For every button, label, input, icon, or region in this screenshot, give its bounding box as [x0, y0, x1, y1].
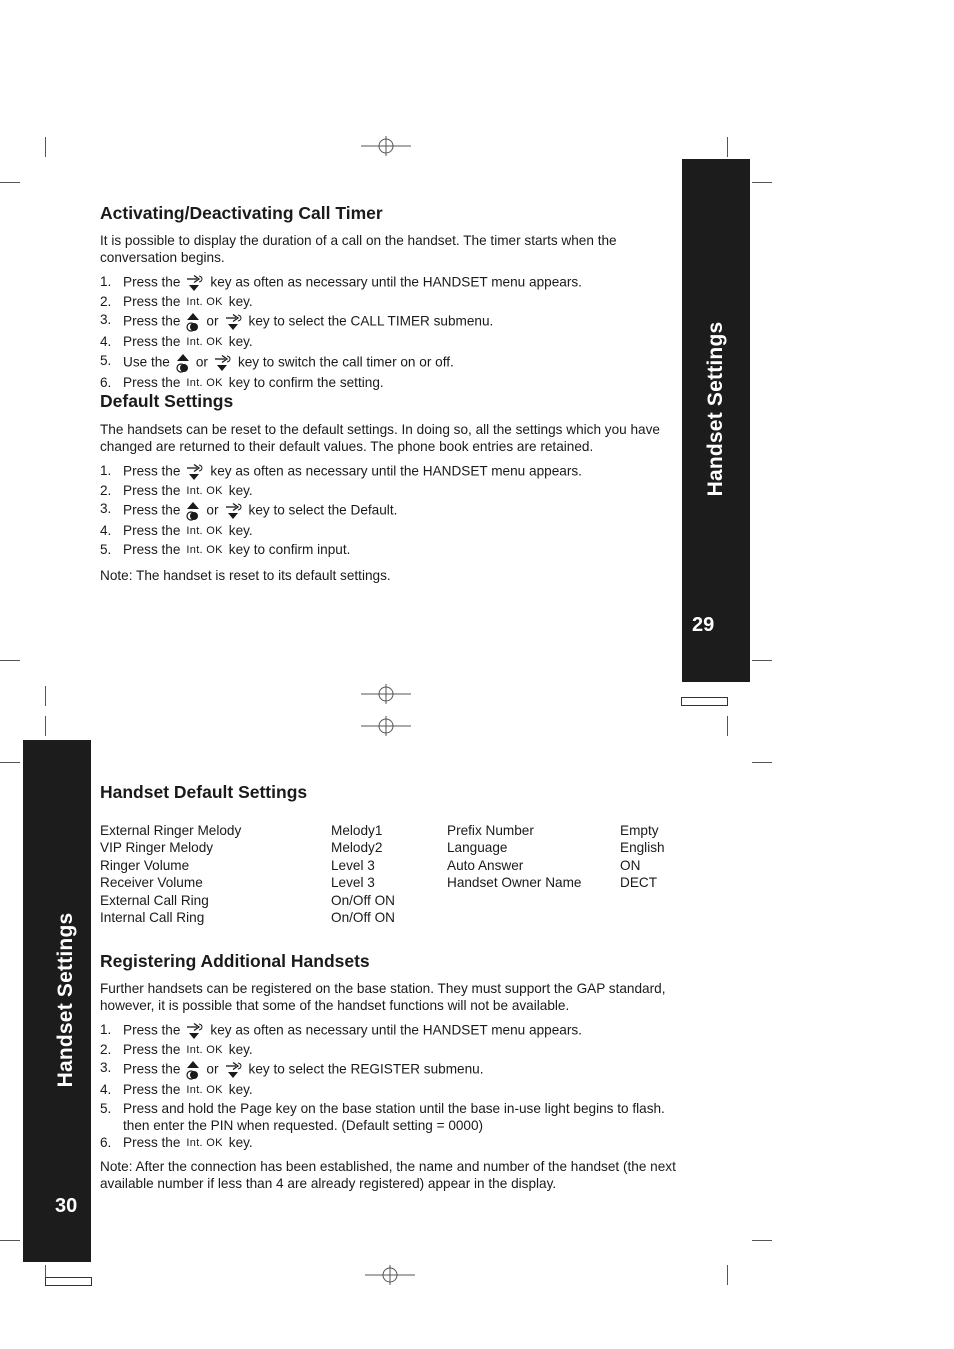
section-heading: Default Settings [100, 391, 234, 411]
crop-mark [727, 137, 728, 157]
list-item: 2. Press the Int. OK key. [100, 482, 680, 500]
int-ok-key-label: Int. OK [186, 376, 223, 389]
defaults-table [100, 822, 665, 926]
page-number: 30 [55, 1195, 78, 1217]
list-item: 5. Use the or key to switch the call timer on or off. [100, 352, 680, 374]
menu-key-icon [212, 353, 234, 373]
up-key-icon [184, 311, 202, 333]
list-item: 3. Press the or key to select the Default. [100, 500, 680, 522]
crop-mark [727, 1265, 728, 1285]
registering-section [100, 951, 680, 1193]
crop-mark [727, 716, 728, 736]
section-heading: Handset Default Settings [100, 782, 308, 802]
int-ok-key-label: Int. OK [186, 525, 223, 538]
list-item: 2. Press the Int. OK key. [100, 1041, 680, 1059]
menu-key-icon [223, 1060, 245, 1080]
list-item: 1. Press the key as often as necessary until the HANDSET menu appears. [100, 462, 680, 482]
section-intro: It is possible to display the duration of a call on the handset. The timer starts when the conversation begins. [100, 233, 617, 266]
crop-mark [45, 686, 46, 706]
menu-key-icon [184, 273, 206, 293]
list-item: 5. Press and hold the Page key on the base station until the base in-use light begins to flash. then enter the PIN when requested. (Default setting = 0000) [100, 1100, 665, 1134]
section-note: Note: After the connection has been established, the name and number of the handset (the next available number if less than 4 are already registered) appear in the display. [100, 1158, 676, 1192]
menu-key-icon [184, 1021, 206, 1041]
table-row: Ringer Volume Level 3 Auto Answer ON [100, 857, 641, 873]
registration-mark-icon [361, 136, 411, 156]
registration-mark-icon [361, 716, 411, 736]
up-key-icon [184, 1059, 202, 1081]
section-note: Note: The handset is reset to its default settings. [100, 568, 391, 584]
menu-key-icon [223, 312, 245, 332]
side-tab-title: Handset Settings [704, 321, 727, 497]
registration-mark-icon [361, 684, 411, 704]
list-item: 3. Press the or key to select the CALL TIMER submenu. [100, 311, 680, 333]
side-tab-title: Handset Settings [54, 912, 77, 1088]
step-list [100, 462, 680, 559]
list-item: 1. Press the key as often as necessary until the HANDSET menu appears. [100, 273, 680, 293]
table-row: Receiver Volume Level 3 Handset Owner Name DECT [100, 875, 658, 891]
table-row: Internal Call Ring On/Off ON [100, 910, 395, 926]
list-item: 4. Press the Int. OK key. [100, 522, 680, 540]
crop-mark [45, 137, 46, 157]
int-ok-key-label: Int. OK [186, 1137, 223, 1150]
step-list [100, 273, 680, 392]
crop-mark [752, 660, 772, 661]
int-ok-key-label: Int. OK [186, 1043, 223, 1056]
list-item: 1. Press the key as often as necessary until the HANDSET menu appears. [100, 1021, 680, 1041]
up-key-icon [184, 500, 202, 522]
color-bar-box [681, 697, 728, 706]
crop-mark [0, 1240, 20, 1241]
call-timer-section [100, 203, 680, 392]
default-settings-section [100, 391, 680, 584]
section-intro: Further handsets can be registered on the base station. They must support the GAP standard, however, it is possible that some of the handset functions will not be available. [100, 981, 666, 1014]
crop-mark [0, 660, 20, 661]
crop-mark [0, 762, 20, 763]
crop-mark [752, 1240, 772, 1241]
int-ok-key-label: Int. OK [186, 295, 223, 308]
color-bar-box [45, 1277, 92, 1286]
list-item: 6. Press the Int. OK key. [100, 1134, 680, 1152]
int-ok-key-label: Int. OK [186, 484, 223, 497]
list-item: 4. Press the Int. OK key. [100, 333, 680, 351]
side-tab-bottom [23, 740, 91, 1262]
handset-defaults-section [100, 782, 680, 926]
crop-mark [752, 762, 772, 763]
crop-mark [752, 182, 772, 183]
list-item: 6. Press the Int. OK key to confirm the setting. [100, 374, 680, 392]
list-item: 4. Press the Int. OK key. [100, 1081, 680, 1099]
table-row: External Ringer Melody Melody1 Prefix Number Empty [100, 823, 659, 838]
up-key-icon [174, 352, 192, 374]
list-item: 3. Press the or key to select the REGISTER submenu. [100, 1059, 680, 1081]
section-heading: Registering Additional Handsets [100, 951, 370, 971]
side-tab-top [682, 159, 750, 682]
menu-key-icon [184, 462, 206, 482]
int-ok-key-label: Int. OK [186, 543, 223, 556]
section-heading: Activating/Deactivating Call Timer [100, 203, 383, 223]
step-list [100, 1021, 680, 1153]
section-intro: The handsets can be reset to the default settings. In doing so, all the settings which you have changed are returned to their default values. The phone book entries are retained. [100, 422, 660, 455]
crop-mark [0, 182, 20, 183]
list-item: 2. Press the Int. OK key. [100, 293, 680, 311]
list-item: 5. Press the Int. OK key to confirm input. [100, 541, 680, 559]
registration-mark-icon [365, 1265, 415, 1285]
int-ok-key-label: Int. OK [186, 1084, 223, 1097]
table-row: External Call Ring On/Off ON [100, 892, 395, 908]
crop-mark [45, 716, 46, 736]
int-ok-key-label: Int. OK [186, 336, 223, 349]
menu-key-icon [223, 501, 245, 521]
table-row: VIP Ringer Melody Melody2 Language English [100, 840, 665, 856]
page-number: 29 [692, 614, 715, 636]
